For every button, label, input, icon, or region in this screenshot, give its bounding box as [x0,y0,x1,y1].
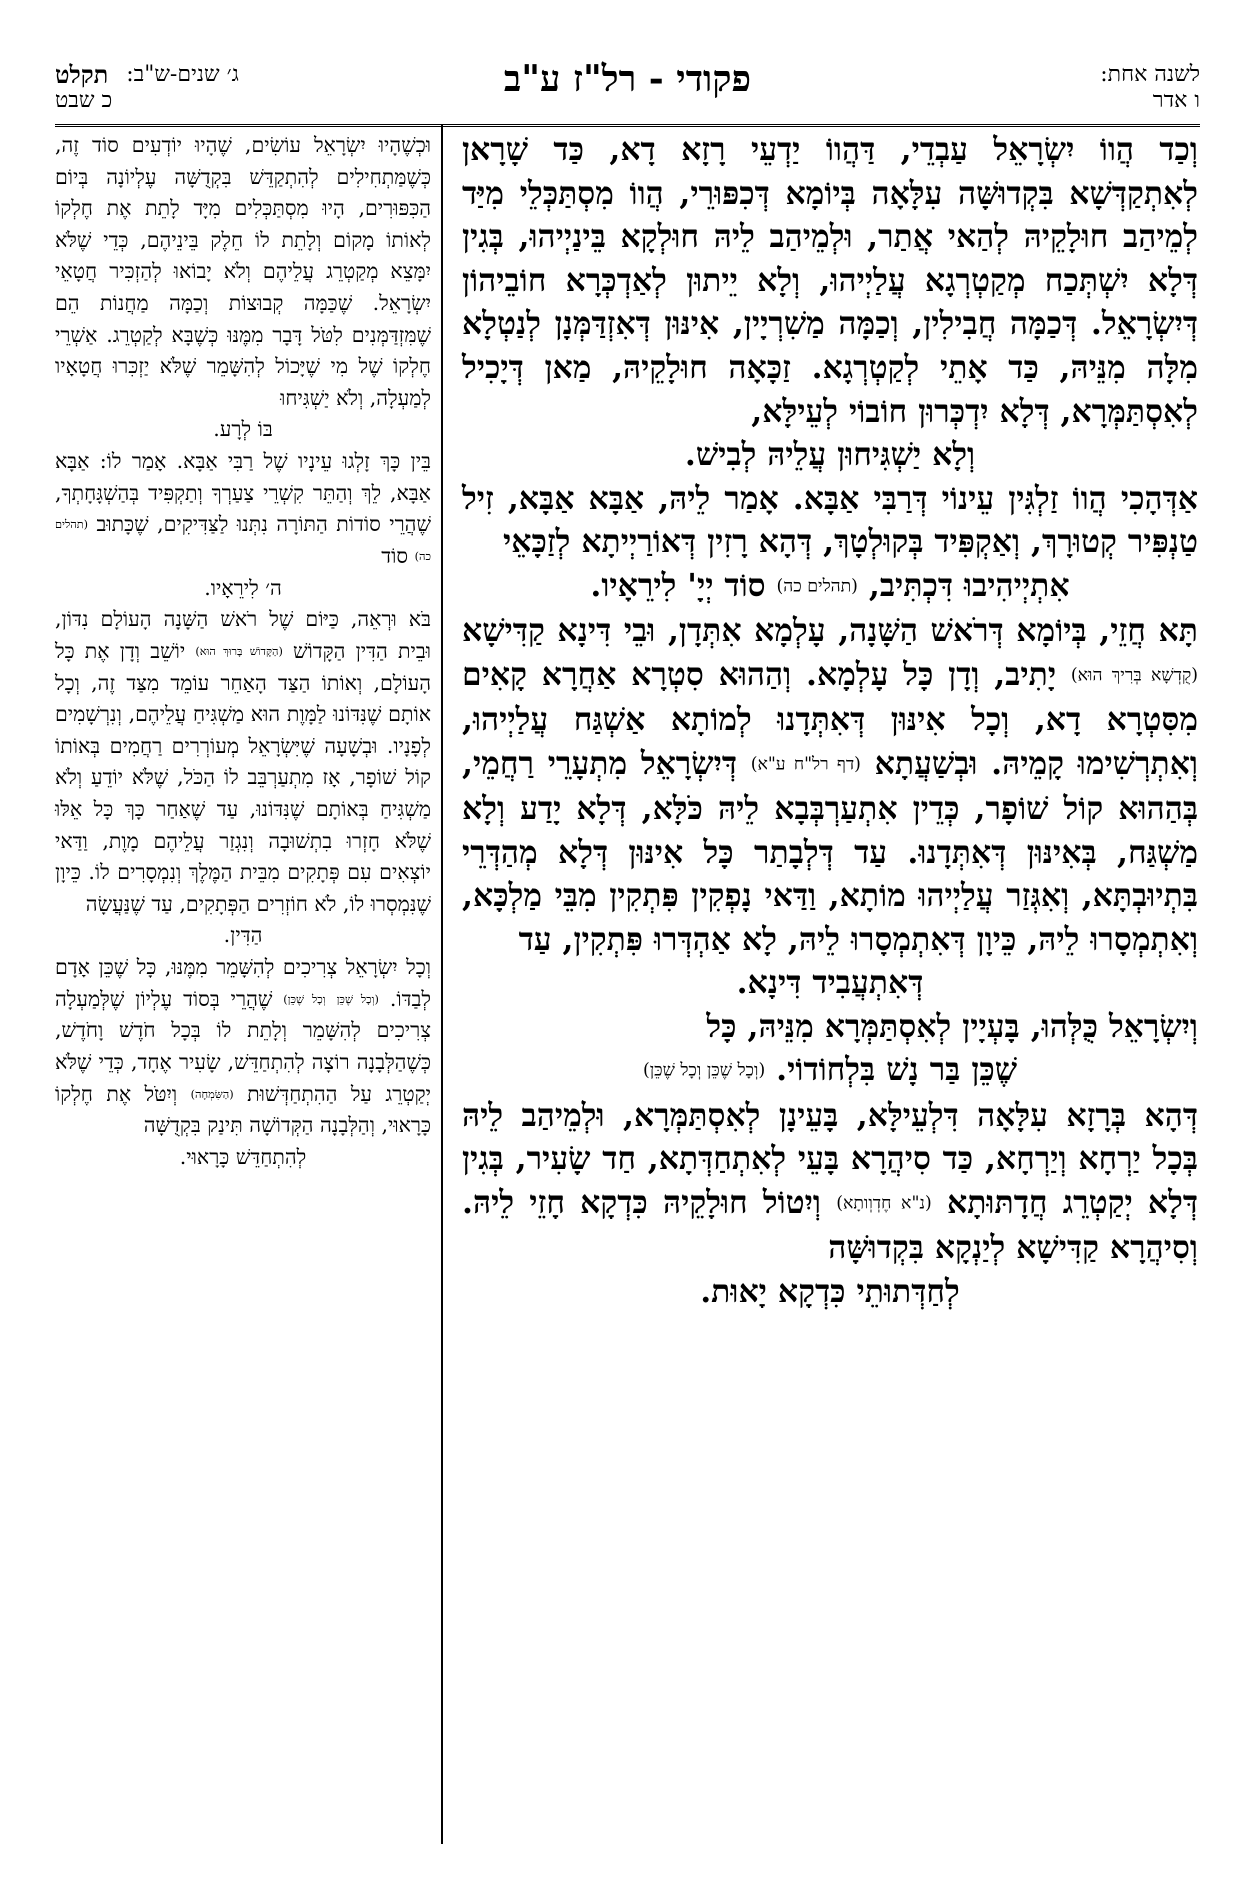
side-p1-end: בּוֹ לְרָע. [213,417,273,442]
side-paragraph-4 [55,952,431,1142]
main-column-aramaic [462,128,1198,1844]
main-paragraph-5 [462,1094,1198,1270]
side-p2-ref: (תהלים כה) [55,518,431,564]
side-p2-end: ה׳ לִירֵאָיו. [204,575,282,600]
side-p4-ref1: (וְכָל שֶׁכֵּן [336,992,379,1006]
main-paragraph-2 [462,477,1198,564]
main-p3-b: יָתִיב, וְדָן כָּל עָלְמָא. וְהַהוּא סִטְרָא אַחֲרָא קָאִים מִסִּטְרָא דָא, וְכָל אִינּוּן דְּאִתְּדָנוּ לְמוֹתָא אַשְׁגַּח עֲלַיְיהוּ, וְאִתְרְשִׁימוּ קָמֵיהּ. וּבְשַׁעֲתָא [462,655,1198,782]
side-paragraph-3 [55,604,431,920]
header-right-line2: ו אדר [1152,88,1200,113]
side-p4-c: וְיִטֹּל אֶת חֶלְקוֹ כָּרָאוּי, וְהַלְּבָנָה הַקְּדוֹשָׁה תִּינַק בִּקְדֻשָּׁה [55,1081,431,1138]
side-p3-b: יוֹשֵׁב וְדָן אֶת כָּל הָעוֹלָם, וְאוֹתוֹ הַצַּד הָאַחֵר עוֹמֵד מִצַּד זֶה, וְכָל אוֹתָם שֶׁנִּדּוֹנוּ לַמָּוֶת הוּא מַשְׁגִּיחַ עֲלֵיהֶם, וְנִרְשָׁמִים לְפָנָיו. וּבְשָׁעָה שֶׁיִּשְׂרָאֵל מְעוֹרְרִים רַחֲמִים בְּאוֹתוֹ קוֹל שׁוֹפָר, אָז מִתְעַרְבֵּב לוֹ הַכֹּל, שֶׁלֹּא יוֹדֵעַ וְלֹא מַשְׁגִּיחַ בְּאוֹתָם שֶׁנִּדּוֹנוּ, עַד שֶׁאַחַר כָּךְ כָּל אֵלּוּ שֶׁלֹּא חָזְרוּ בִתְשׁוּבָה וְנִגְזַר עֲלֵיהֶם מָוֶת, וַדַּאי יוֹצְאִים עִם פְּתָקִים מִבֵּית הַמֶּלֶךְ וְנִמְסָרִים לוֹ. כֵּיוָן שֶׁנִּמְסְרוּ לוֹ, לֹא חוֹזְרִים הַפְּתָקִים, עַד שֶׁנַּעֲשָׂה [55,638,431,916]
side-p4-a: וְכָל יִשְׂרָאֵל צְרִיכִים לְהִשָּׁמֵר מִמֶּנּוּ, כָּל שֶׁכֵּן אָדָם לְבַדּוֹ. [55,955,431,1011]
main-p1-text: וְכַד הֲווֹ יִשְׂרָאֵל עַבְדֵי, דַּהֲווֹ יַדְעֵי רָזָא דָא, כַּד שָׁרָאן לְאִתְקַדְּשָׁא בִּקְדוּשָּׁה עִלָּאָה בְּיוֹמָא דְּכִפּוּרֵי, הֲווֹ מִסְתַּכְּלֵי מִיַּד לְמֵיהַב חוּלָקֵיהּ לְהַאי אֲתַר, וּלְמֵיהַב לֵיהּ חוּלְקָא בֵּינַיְיהוּ, בְּגִין דְּלָא יִשְׁתְּכַח מְקַטְרְגָא עֲלַיְיהוּ, וְלָא יֵיתוּן לְאַדְכְּרָא חוֹבֵיהוֹן דְּיִשְׂרָאֵל. דְּכַמָּה חֲבִילִין, וְכַמָּה מַשִׁרְיָין, אִינּוּן דְּאִזְדַּמְּנָן לְנַטְלָא מִלָּה מִנֵּיהּ, כַּד אָתֵי לְקַטְרְגָא. זַכָּאָה חוּלָקֵיהּ, מַאן דְּיָכִיל לְאִסְתַּמְּרָא, דְּלָא יִדְכְּרוּן חוֹבוֹי לְעֵילָּא, [462,131,1198,430]
side-p1-text: וּכְשֶׁהָיוּ יִשְׂרָאֵל עוֹשִׂים, שֶׁהָיוּ יוֹדְעִים סוֹד זֶה, כְּשֶׁמַּתְחִילִים לְהִתְקַדֵּשׁ בִּקְדֻשָּׁה עֶלְיוֹנָה בְּיוֹם הַכִּפּוּרִים, הָיוּ מִסְתַּכְּלִים מִיָּד לָתֵת אֶת חֶלְקוֹ לְאוֹתוֹ מָקוֹם וְלָתֵת לוֹ חֵלֶק בֵּינֵיהֶם, כְּדֵי שֶׁלֹּא יִמָּצֵא מְקַטְרֵג עֲלֵיהֶם וְלֹא יָבוֹאוּ לְהַזְכִּיר חֲטָאֵי יִשְׂרָאֵל. שֶׁכַּמָּה קְבוּצוֹת וְכַמָּה מַחֲנוֹת הֵם שֶׁמִּזְדַּמְּנִים לִטֹּל דָּבָר מִמֶּנּוּ כְּשֶׁבָּא לְקַטְרֵג. אַשְׁרֵי חֶלְקוֹ שֶׁל מִי שֶׁיָּכוֹל לְהִשָּׁמֵר שֶׁלֹּא יַזְכִּרוּ חֲטָאָיו לְמַעְלָה, וְלֹא יַשְׁגִּיחוּ [55,133,431,410]
header-left [55,62,239,114]
column-divider [441,124,443,1844]
page-header [55,56,1200,126]
main-p4-end: שֶׁכֵּן בַּר נָשׁ בִּלְחוֹדוֹי. [776,1051,1018,1089]
main-p5-ref: (נ"א חֶדְוְותָא) [836,1193,932,1214]
page-title: פקודי - רל"ז ע"ב [503,58,752,100]
side-column-hebrew [55,130,431,1844]
main-p1-end: וְלָא יַשְׁגִּיחוּן עֲלֵיהּ לְבִישׁ. [684,436,976,474]
main-p4-ref: (וְכָל שֶׁכֵּן וְכָל שֶׁכֵּן) [642,1061,766,1082]
main-p2-text: אַדְּהָכִי הֲווֹ זַלְגִּין עֵינוֹי דְּרַבִּי אַבָּא. אָמַר לֵיהּ, אַבָּא אַבָּא, זִיל טַנְפִּיר קְטוּרָךְ, וְאַקְפִּיד בְּקוּלְטָךְ, דְּהָא רָזִין דְּאוֹרַיְיתָא לְזַכָּאֵי [462,479,1198,561]
side-p4-ref2: וְכָל שֶׁכֵּן) [283,992,326,1006]
main-p3-ref1: (קֻדְשָׁא בְּרִיךְ הוּא) [1070,665,1199,686]
main-p5-end: לְחַדְּתוּתֵי כִּדְקָא יָאוּת. [700,1272,960,1310]
side-p3-end: הַדִּין. [223,923,263,948]
main-p3-end: דְּאִתְעֲבִיד דִּינָא. [736,964,924,1002]
main-p5-a: דְּהָא בְּרָזָא עִלָּאָה דִּלְעֵילָּא, בָּעֵינָן לְאִסְתַּמְּרָא, וּלְמֵיהַב לֵיהּ בְּכָל יַרְחָא וְיַרְחָא, כַּד סִיהֲרָא בָּעֵי לְאִתְחַדְּתָא, חַד שָׂעִיר, בְּגִין דְּלָא יְקַטְרֵג חֲדָתּוּתָא [462,1096,1199,1221]
side-paragraph-2 [55,446,431,573]
main-p4-ending-line [462,1048,1198,1093]
main-p2-ending-line [462,564,1198,609]
header-rule [55,124,1200,127]
main-p2-quote: סוֹד יְיָ' לִירֵאָיו. [590,566,766,604]
main-paragraph-4 [462,1005,1198,1049]
header-left-daycount: תקלט [55,60,109,89]
side-p4-end: לְהִתְחַדֵּשׁ כָּרָאוּי. [179,1144,307,1169]
main-p5-b: וְיִטוֹל חוּלָקֵיהּ כִּדְקָא חָזֵי לֵיהּ. וְסִיהֲרָא קַדִּישָׁא לְיַנְקָא בִּקְדוּשָּׁה [462,1183,1198,1267]
main-p3-ref2: (דף רל"ח ע"א) [750,754,861,775]
side-p2-tail: סוֹד [381,543,409,568]
main-p3-a: תָּא חֲזֵי, בְּיוֹמָא דְּרֹאשׁ הַשָּׁנָה, עָלְמָא אִתְּדָן, וּבֵי דִּינָא קַדִּישָׁא [462,612,1198,650]
main-paragraph-1 [462,128,1198,433]
main-paragraph-3 [462,609,1198,961]
side-p3-ref: (הַקָּדוֹשׁ בָּרוּךְ הוּא) [195,645,283,659]
side-p2-text: בֵּין כָּךְ זָלְגוּ עֵינָיו שֶׁל רַבִּי אַבָּא. אָמַר לוֹ: אַבָּא אַבָּא, לֵךְ וְהַתֵּר קִשְׁרֵי צַעַרְךָ וְתַקְפִּיד בְּהַשְׁגָּחָתְךָ, שֶׁהֲרֵי סוֹדוֹת הַתּוֹרָה נִתְּנוּ לַצַּדִּיקִים, שֶׁכָּתוּב [55,448,431,537]
main-p4-text: וְיִשְׂרָאֵל כֻּלְּהוּ, בָּעְיָין לְאִסְתַּמְּרָא מִנֵּיהּ, כָּל [706,1007,1198,1045]
side-p4-ref3: (הַשִּׂמְחָה) [190,1087,234,1101]
header-left-date: כ שבט [55,88,113,113]
side-p4-b: שֶׁהֲרֵי בְּסוֹד עֶלְיוֹן שֶׁלְּמַעְלָה צְרִיכִים לְהִשָּׁמֵר וְלָתֵת לוֹ בְּכָל חֹדֶשׁ וָחֹדֶשׁ, כְּשֶׁהַלְּבָנָה רוֹצָה לְהִתְחַדֵּשׁ, שָׂעִיר אֶחָד, כְּדֵי שֶׁלֹּא יְקַטְרֵג עַל הַהִתְחַדְּשׁוּת [55,986,431,1106]
header-right-line1: לשנה אחת: [1100,62,1200,87]
header-left-years: ג׳ שנים-ש"ב: [126,62,239,87]
main-p2-ref: (תהלים כה) [776,576,858,597]
main-p2-end: אִתְיְיהִיבוּ דִּכְתִּיב, [868,566,1070,604]
main-p3-c: דְּיִשְׂרָאֵל מִתְעָרֵי רַחֲמֵי, בְּהַהוּא קוֹל שׁוֹפָר, כְּדֵין אִתְעַרְבְּבָא לֵיהּ כֹּלָּא, דְּלָא יָדַע וְלָא מַשְׁגַּח, בְּאִינּוּן דְּאִתְּדָנוּ. עַד דְּלְבָתַר כָּל אִינּוּן דְּלָא מְהַדְּרֵי בִּתְיוּבְתָּא, וְאִגְּזַר עֲלַיְיהוּ מוֹתָא, וַדַּאי נָפְקִין פִּתְקִין מִבֵּי מַלְכָּא, וְאִתְמְסָרוּ לֵיהּ, כֵּיוָן דְּאִתְמְסָרוּ לֵיהּ, לָא אַהְדְּרוּ פִּתְקִין, עַד [462,744,1198,958]
side-paragraph-1 [55,130,431,414]
side-p3-a: בֹּא וּרְאֵה, כַּיּוֹם שֶׁל רֹאשׁ הַשָּׁנָה הָעוֹלָם נִדּוֹן, וּבֵית הַדִּין הַקָּדוֹשׁ [55,607,431,663]
